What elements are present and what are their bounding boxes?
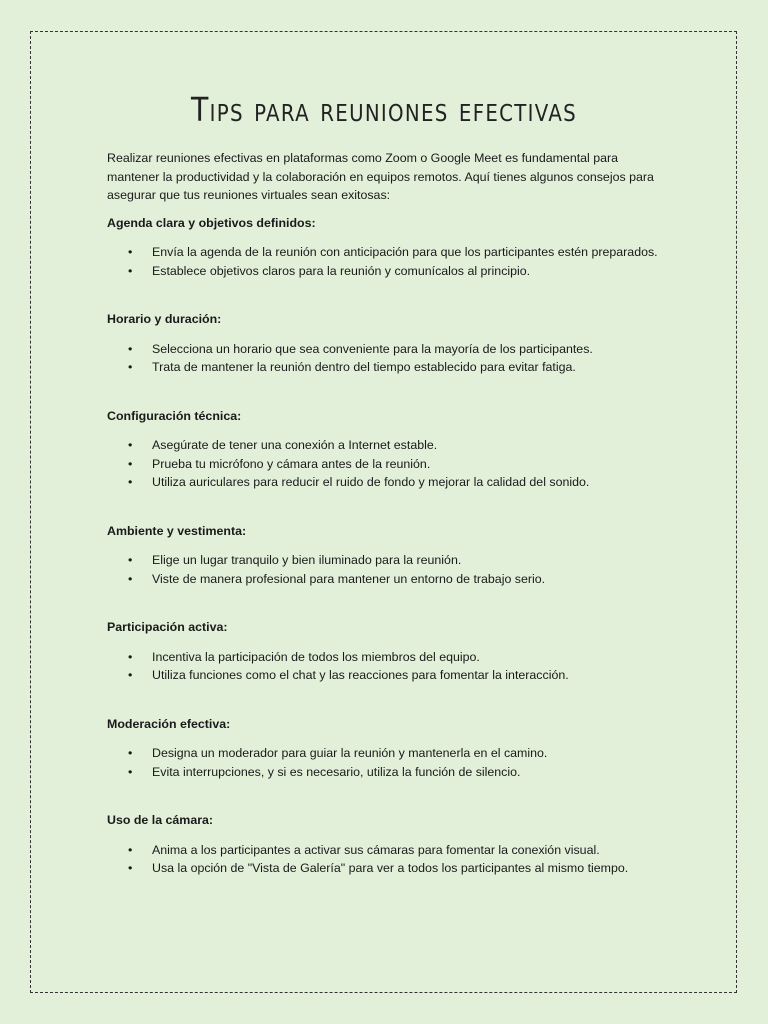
list-item (107, 551, 667, 570)
list-item-text: Elige un lugar tranquilo y bien iluminado para la reunión. (152, 553, 462, 567)
section-spacer (107, 492, 667, 522)
section-heading: Moderación efectiva: (107, 716, 231, 731)
section (107, 407, 667, 522)
list-item (107, 744, 667, 763)
list-item-text: Usa la opción de "Vista de Galería" para ver a todos los participantes al mismo tiempo. (152, 861, 629, 875)
bullet-icon: • (128, 842, 133, 857)
bullet-list (107, 841, 667, 878)
bullet-list (107, 551, 667, 588)
bullet-icon: • (128, 263, 133, 278)
list-item-text: Utiliza funciones como el chat y las reacciones para fomentar la interacción. (152, 668, 569, 682)
list-item (107, 358, 667, 377)
list-item-text: Utiliza auriculares para reducir el ruido de fondo y mejorar la calidad del sonido. (152, 475, 590, 489)
list-item-text: Evita interrupciones, y si es necesario, utiliza la función de silencio. (152, 764, 521, 779)
list-item (107, 262, 667, 281)
section-spacer (107, 685, 667, 715)
document-body (107, 149, 667, 878)
page-title: Tips para reuniones efectivas (190, 90, 578, 129)
bullet-icon: • (128, 438, 133, 452)
section-heading: Participación activa: (107, 620, 228, 634)
section (107, 811, 667, 878)
list-item-text: Envía la agenda de la reunión con anticipación para que los participantes estén preparados. (152, 245, 658, 259)
section-spacer (107, 377, 667, 407)
bullet-icon: • (128, 571, 133, 586)
list-item-text: Anima a los participantes a activar sus cámaras para fomentar la conexión visual. (152, 842, 600, 857)
list-item-text: Viste de manera profesional para mantener un entorno de trabajo serio. (152, 571, 546, 586)
section-spacer (107, 280, 667, 310)
bullet-icon: • (128, 360, 133, 374)
section (107, 715, 667, 812)
bullet-icon: • (128, 245, 133, 259)
list-item (107, 570, 667, 589)
bullet-icon: • (128, 746, 133, 760)
list-item (107, 841, 667, 860)
list-item (107, 473, 667, 492)
bullet-icon: • (128, 649, 133, 664)
list-item-text: Selecciona un horario que sea conveniente para la mayoría de los participantes. (152, 341, 593, 356)
section-heading: Horario y duración: (107, 312, 222, 326)
section-spacer (107, 781, 667, 811)
section-heading: Agenda clara y objetivos definidos: (107, 215, 316, 230)
bullet-icon: • (128, 341, 133, 356)
bullet-icon: • (128, 861, 133, 875)
bullet-icon: • (128, 456, 133, 471)
bullet-icon: • (128, 553, 133, 567)
list-item-text: Prueba tu micrófono y cámara antes de la reunión. (152, 456, 431, 471)
bullet-icon: • (128, 764, 133, 779)
section-spacer (107, 588, 667, 618)
list-item-text: Trata de mantener la reunión dentro del tiempo establecido para evitar fatiga. (152, 360, 576, 374)
list-item (107, 763, 667, 782)
section-heading: Ambiente y vestimenta: (107, 523, 247, 538)
section-heading: Uso de la cámara: (107, 813, 214, 827)
list-item (107, 455, 667, 474)
list-item-text: Establece objetivos claros para la reunión y comunícalos al principio. (152, 263, 531, 278)
section (107, 522, 667, 619)
bullet-icon: • (128, 668, 133, 682)
intro-paragraph: Realizar reuniones efectivas en plataformas como Zoom o Google Meet es fundamental para mantener la productividad y la colaboración en equipos remotos. Aquí tienes algunos consejos para asegurar que tus reuniones virtuales sean exitosas: (107, 151, 654, 202)
bullet-list (107, 648, 667, 685)
bullet-list (107, 744, 667, 781)
list-item (107, 648, 667, 667)
bullet-list (107, 243, 667, 280)
list-item (107, 859, 667, 878)
list-item (107, 436, 667, 455)
list-item-text: Asegúrate de tener una conexión a Internet estable. (152, 438, 438, 452)
list-item-text: Designa un moderador para guiar la reunión y mantenerla en el camino. (152, 746, 548, 760)
bullet-icon: • (128, 475, 133, 489)
section (107, 214, 667, 311)
list-item (107, 243, 667, 262)
section (107, 310, 667, 407)
bullet-list (107, 340, 667, 377)
bullet-list (107, 436, 667, 492)
list-item (107, 666, 667, 685)
sections-container (107, 214, 667, 878)
list-item-text: Incentiva la participación de todos los miembros del equipo. (152, 649, 480, 664)
list-item (107, 340, 667, 359)
section-heading: Configuración técnica: (107, 408, 242, 423)
section (107, 618, 667, 715)
